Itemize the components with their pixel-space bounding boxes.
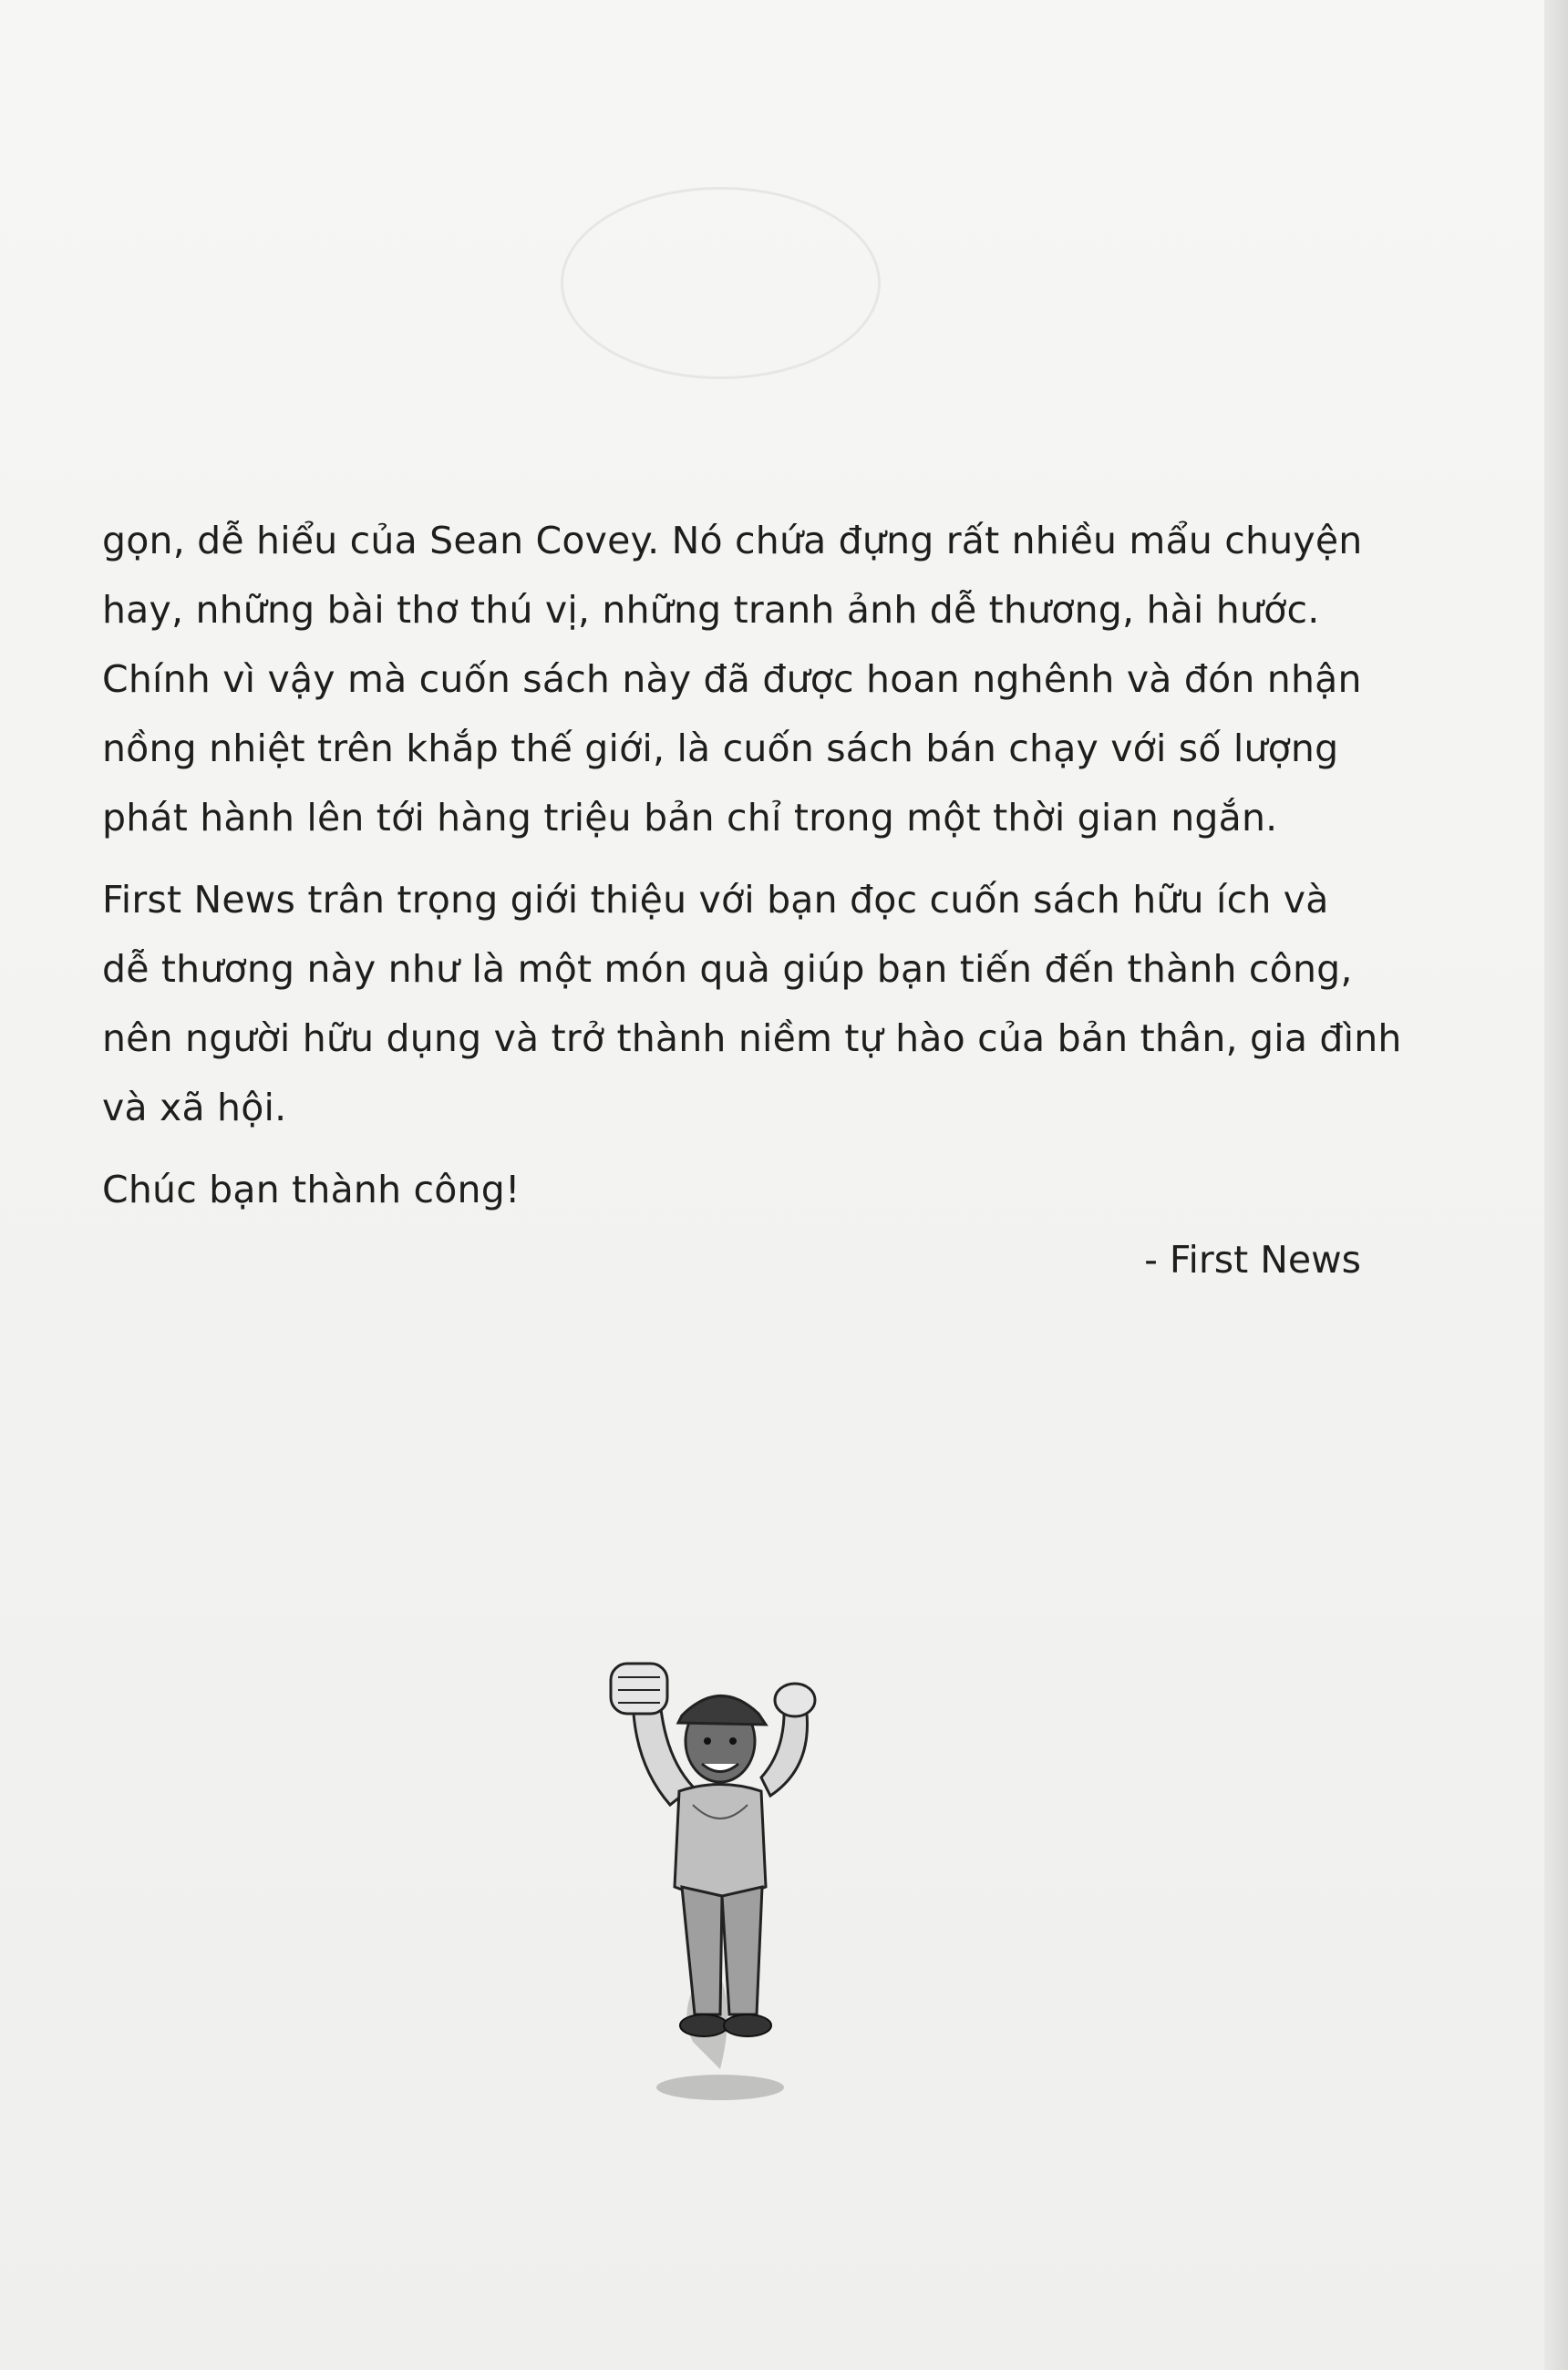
text-line: nên người hữu dụng và trở thành niềm tự hào của bản thân, gia đình: [102, 1016, 1402, 1060]
text-line: phát hành lên tới hàng triệu bản chỉ trong một thời gian ngắn.: [102, 796, 1278, 840]
paragraph-introduction: [102, 865, 1402, 1142]
text-line: hay, những bài thơ thú vị, những tranh ảnh dễ thương, hài hước.: [102, 588, 1320, 632]
bleed-through-oval: [561, 187, 881, 379]
text-line: Chính vì vậy mà cuốn sách này đã được hoan nghênh và đón nhận: [102, 657, 1362, 701]
text-line: và xã hội.: [102, 1086, 287, 1129]
text-line: gọn, dễ hiểu của Sean Covey. Nó chứa đựng rất nhiều mẩu chuyện: [102, 519, 1363, 562]
cheering-man-cartoon-icon: [583, 1613, 857, 2160]
text-line: First News trân trọng giới thiệu với bạn đọc cuốn sách hữu ích và: [102, 878, 1329, 922]
paragraph-intro: [102, 506, 1363, 852]
body-text: [102, 506, 1402, 1237]
page-edge-shadow: [1544, 0, 1568, 2370]
text-line: Chúc bạn thành công!: [102, 1168, 521, 1211]
text-line: nồng nhiệt trên khắp thế giới, là cuốn sách bán chạy với số lượng: [102, 726, 1339, 770]
paragraph-wish: [102, 1155, 1360, 1224]
text-line: dễ thương này như là một món quà giúp bạn tiến đến thành công,: [102, 947, 1353, 991]
signature: - First News: [1144, 1238, 1361, 1282]
